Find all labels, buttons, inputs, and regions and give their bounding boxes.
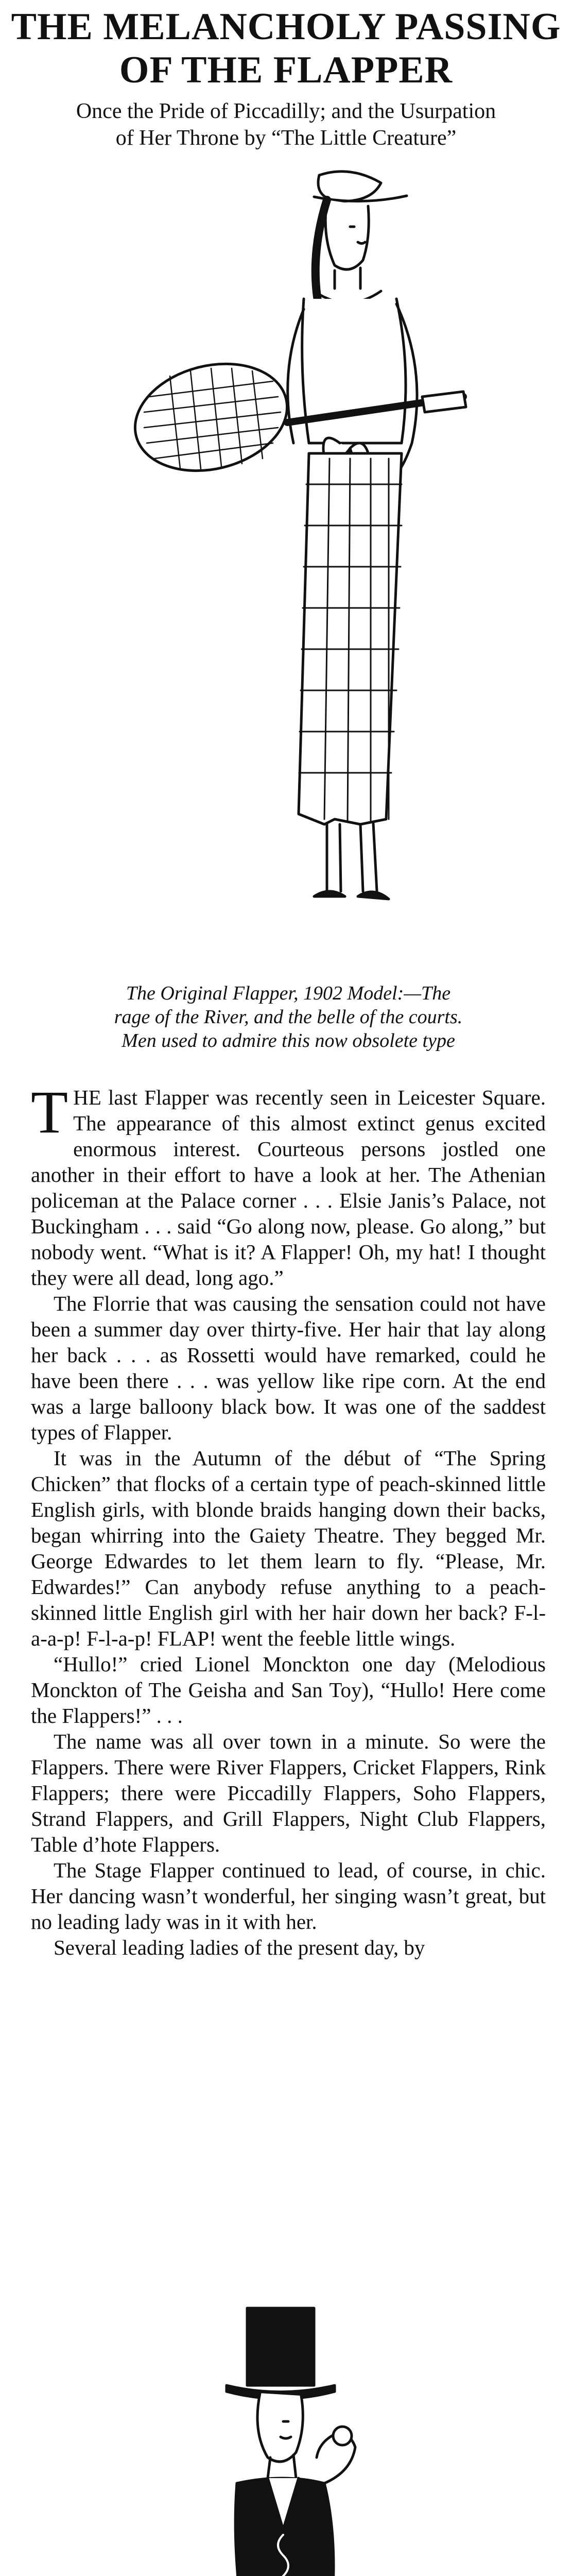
article-subtitle xyxy=(0,98,572,151)
article-title xyxy=(0,5,572,92)
title-line-2: OF THE FLAPPER xyxy=(119,49,453,91)
caption-1-line-1: The Original Flapper, 1902 Model:—The xyxy=(126,982,451,1004)
paragraph-1 xyxy=(31,1078,546,1291)
paragraph-4: “Hullo!” cried Lionel Monckton one day (Melodious Monckton of The Geisha and San Toy), “Hullo! Here come the Flappers!” . . . xyxy=(31,1652,546,1727)
drop-cap: T xyxy=(31,1078,68,1146)
paragraph-7: Several leading ladies of the present day, by xyxy=(54,1936,425,1959)
woman-in-top-hat-with-cane-illustration xyxy=(113,2303,474,2576)
subtitle-line-1: Once the Pride of Piccadilly; and the Usurpation xyxy=(76,99,496,123)
caption-1-line-2: rage of the River, and the belle of the courts. xyxy=(114,1006,463,1028)
paragraph-3: It was in the Autumn of the début of “The Spring Chicken” that flocks of a certain type of peach-skinned little English girls, with blonde braids hanging down their backs, began whirring into the Gaiety Theatre. They begged Mr. George Edwardes to let them learn to fly. “Please, Mr. Edwardes!” Can anybody refuse anything to a peach-skinned little English girl with her hair down her back? F-l-a-a-p! F-l-a-p! FLAP! went the feeble little wings. xyxy=(31,1446,546,1650)
paragraph-6: The Stage Flapper continued to lead, of course, in chic. Her dancing wasn’t wonderful, her singing wasn’t great, but no leading lady was in it with her. xyxy=(31,1858,546,1934)
caption-1-line-3: Men used to admire this now obsolete type xyxy=(122,1030,455,1052)
paragraph-1-text: HE last Flapper was recently seen in Leicester Square. The appearance of this almost extinct genus excited enormous interest. Courteous persons jostled one another in their effort to have a look at her. The Athenian policeman at the Palace corner . . . Elsie Janis’s Palace, not Buckingham . . . said “Go along now, please. Go along,” but nobody went. “What is it? A Flapper! Oh, my hat! I thought they were all dead, long ago.” xyxy=(31,1086,546,1290)
paragraph-2: The Florrie that was causing the sensation could not have been a summer day over thirty-five. Her hair that lay along her back . . . as Rossetti would have remarked, could he have been there . . . was yellow like ripe corn. At the end was a large balloony black bow. It was one of the saddest types of Flapper. xyxy=(31,1292,546,1444)
illustration-1-caption xyxy=(31,981,546,1053)
title-line-1: THE MELANCHOLY PASSING xyxy=(11,6,561,48)
article-body xyxy=(31,1078,546,1960)
subtitle-line-2: of Her Throne by “The Little Creature” xyxy=(115,126,457,150)
woman-with-tennis-racket-illustration xyxy=(93,155,484,933)
paragraph-5: The name was all over town in a minute. So were the Flappers. There were River Flappers, Cricket Flappers, Rink Flappers; there were Piccadilly Flappers, Soho Flappers, Strand Flappers, and Grill Flappers, Night Club Flappers, Table d’hote Flappers. xyxy=(31,1730,546,1856)
